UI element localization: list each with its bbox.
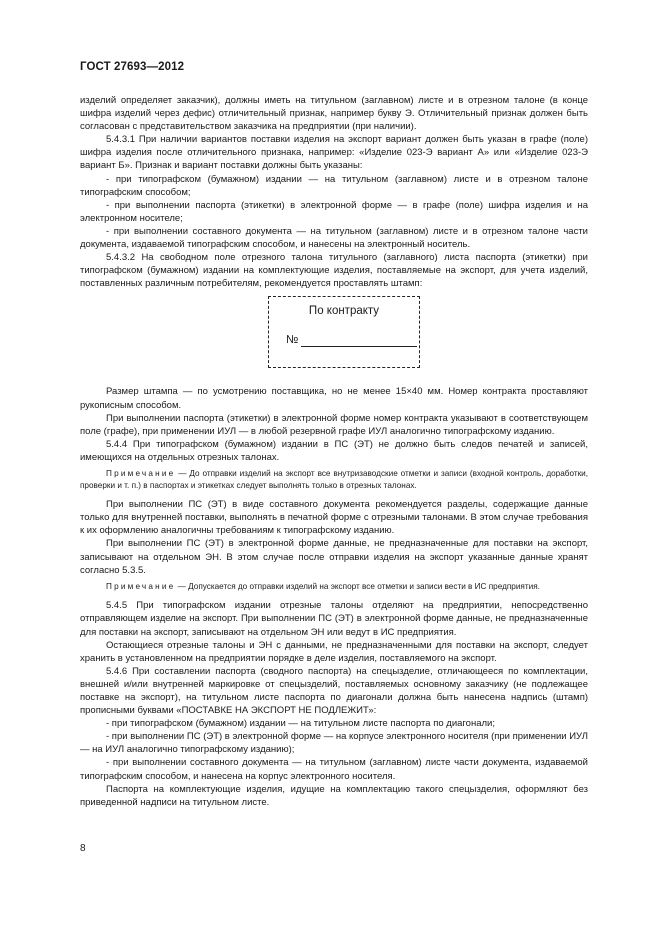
note [80,468,588,491]
document-body [80,94,588,809]
paragraph: - при выполнении ПС (ЭТ) в электронной форме — на корпусе электронного носителя (при применении ИУЛ — на ИУЛ аналогично типографскому изданию); [80,731,588,756]
paragraph: 5.4.6 При составлении паспорта (сводного паспорта) на спецызделие, отличающееся по комплектации, внешней и/или внутренней маркировке от спецызделий, поставляемых основному заказчику (не подлежащее поставке на экспорт), на титульном листе паспорта по диагонали должна быть нанесена надпись (штамп) прописными буквами «ПОСТАВКЕ НА ЭКСПОРТ НЕ ПОДЛЕЖИТ»: [80,665,588,717]
paragraph: - при выполнении составного документа — на титульном (заглавном) листе части документа, издаваемой типографским способом, и нанесена на корпус электронного носителя. [80,757,588,782]
paragraph: - при выполнении составного документа — на титульном (заглавном) листе и в отрезном талоне части документа, издаваемой типографским способом, и нанесены на электронный носитель. [80,225,588,251]
stamp-number-label: № [286,334,299,347]
note-label: Примечание [106,468,176,478]
note-text: — Допускается до отправки изделий на экспорт все отметки и записи вести в ИС предприятия. [175,581,540,591]
stamp-number-line [301,346,417,347]
paragraph: 5.4.3.1 При наличии вариантов поставки изделия на экспорт вариант должен быть указан в графе (поле) шифра изделия после отличительного признака, например: «Изделие 023-Э вариант А» или «Изделие 023-Э вариант Б». Признак и вариант поставки должны быть указаны: [80,134,588,172]
contract-stamp [268,296,420,368]
paragraph: - при выполнении паспорта (этикетки) в электронной форме — в графе (поле) шифра изделия и на электронном носителе; [80,199,588,224]
paragraph: - при типографском (бумажном) издании — на титульном листе паспорта по диагонали; [106,718,495,730]
paragraph: - при типографском (бумажном) издании — на титульном (заглавном) листе и в отрезном талоне типографским способом; [80,173,588,198]
stamp-area [80,294,588,380]
page-number: 8 [80,843,86,854]
page-header-title: ГОСТ 27693—2012 [80,61,185,73]
paragraph: 5.4.4 При типографском (бумажном) издании в ПС (ЭТ) не должно быть следов печатей и записей, имеющихся на отдельных отрезных талонах. [80,438,588,463]
paragraph: Остающиеся отрезные талоны и ЭН с данными, не предназначенными для поставки на экспорт, следует хранить в установленном на предприятии порядке в деле изделия, поставляемого на экспорт. [80,639,588,664]
paragraph: При выполнении паспорта (этикетки) в электронной форме номер контракта указывают в соответствующем поле (графе), при применении ИУЛ — в любой резервной графе ИУЛ аналогично типографскому изданию. [80,412,588,437]
stamp-title: По контракту [308,305,380,318]
paragraph: При выполнении ПС (ЭТ) в электронной форме данные, не предназначенные для поставки на экспорт, записывают на отдельном ЭН. В этом случае после отправки изделия на экспорт указанные данные хранят согласно 5.3.5. [80,538,588,576]
paragraph: 5.4.3.2 На свободном поле отрезного талона титульного (заглавного) листа паспорта (этикетки) при типографском (бумажном) издании на комплектующие изделия, поставляемые на экспорт, для учета изделий, поставленных различным потребителям, рекомендуется проставлять штамп: [80,252,588,290]
paragraph: Размер штампа — по усмотрению поставщика, но не менее 15×40 мм. Номер контракта проставляют рукописным способом. [80,386,588,411]
paragraph: изделий определяет заказчик), должны иметь на титульном (заглавном) листе и в отрезном талоне (в конце шифра изделий через дефис) отличительный признак, например букву Э. Отличительный признак должен быть согласован с представительством заказчика на предприятии (при наличии). [80,95,588,133]
note [80,581,588,593]
note-text: — До отправки изделий на экспорт все внутризаводские отметки и записи (входной контроль, доработки, проверки и т. п.) в паспортах и этикетках следует выполнять только в отрезных талонах. [80,468,588,490]
paragraph: 5.4.5 При типографском издании отрезные талоны отделяют на предприятии, непосредственно отправляющем изделие на экспорт. При выполнении ПС (ЭТ) в электронной форме данные, не предназначенные для поставки на экспорт, записывают на отдельном ЭН или ведут в ИС предприятия. [80,600,588,638]
note-label: Примечание [106,581,176,591]
paragraph: При выполнении ПС (ЭТ) в виде составного документа рекомендуется разделы, содержащие данные только для внутренней поставки, выполнять в печатной форме с отрезными талонами. В этом случае требования к их оформлению аналогичны требованиям к типографскому изданию. [80,499,588,537]
paragraph: Паспорта на комплектующие изделия, идущие на комплектацию такого спецызделия, оформляют без приведенной надписи на титульном листе. [80,783,588,808]
